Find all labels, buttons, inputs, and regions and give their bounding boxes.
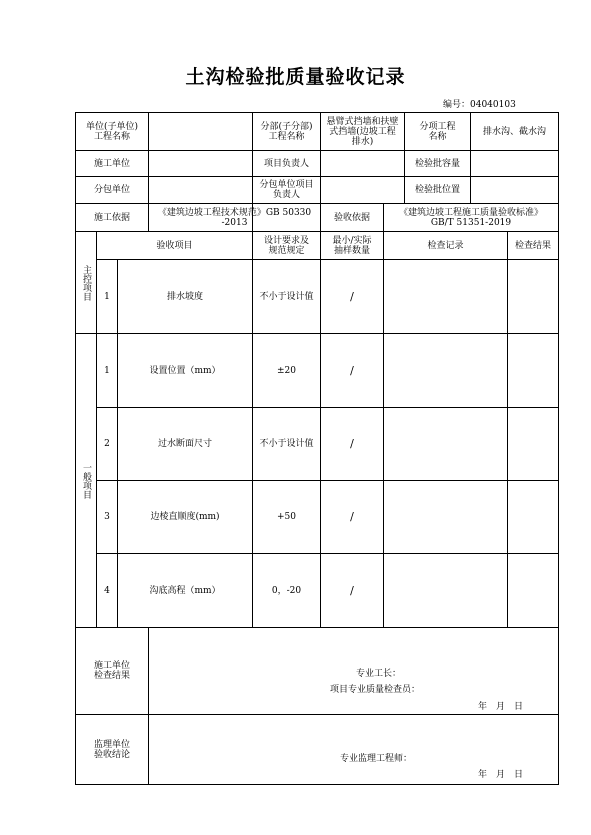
subcontractor-label: 分包单位 [93, 185, 130, 195]
general-item-requirement: 不小于设计值 [259, 439, 314, 449]
project-manager-label: 项目负责人 [263, 158, 309, 169]
acceptance-basis-value: 《建筑边坡工程施工质量验收标准》 GB/T 51351-2019 [398, 207, 543, 228]
unit-value [149, 113, 252, 150]
sub-project-manager-label: 分包单位项目 负责人 [259, 180, 314, 200]
column-header-item: 验收项目 [156, 240, 193, 251]
subdivision-value: 悬臂式挡墙和扶壁 式挡墙(边坡工程 排水) [326, 116, 399, 147]
main-item-sample: / [350, 289, 354, 303]
construction-basis-value: 《建筑边坡工程技术规范》GB 50330 -2013 [157, 207, 312, 228]
general-item-requirement: +50 [277, 512, 296, 522]
general-item-name: 边棱直顺度(mm) [150, 512, 220, 522]
v-line [148, 627, 149, 784]
general-item-number: 1 [104, 365, 110, 376]
column-header-sample: 最小/实际 抽样数量 [332, 235, 372, 256]
column-header-design: 设计要求及 规范规定 [263, 235, 309, 256]
general-item-requirement: ±20 [277, 365, 296, 376]
supervisor-date: 年 月 日 [478, 770, 524, 780]
main-item-name: 排水坡度 [166, 291, 203, 302]
general-item-number: 4 [104, 585, 110, 596]
supervisor-conclusion-label: 监理单位 验收结论 [93, 739, 130, 760]
page-title: 土沟检验批质量验收记录 [185, 66, 406, 88]
record-number: 编号：04040103 [443, 100, 516, 110]
subdivision-label: 分部(子分部) 工程名称 [260, 121, 313, 142]
column-header-result: 检查结果 [514, 240, 551, 251]
contractor-label: 施工单位 [93, 158, 130, 169]
unit-label: 单位(子单位) 工程名称 [85, 121, 139, 142]
contractor-date: 年 月 日 [478, 702, 524, 712]
general-item-name: 沟底高程（mm） [149, 585, 221, 596]
main-item-number: 1 [104, 291, 110, 302]
v-line [558, 112, 559, 785]
contractor-check-label: 施工单位 检查结果 [93, 661, 130, 681]
item-project-label: 分项工程 名称 [419, 121, 456, 142]
main-item-requirement: 不小于设计值 [259, 291, 314, 302]
batch-location-label: 检验批位置 [414, 185, 460, 195]
column-header-record: 检查记录 [427, 240, 464, 251]
v-line [507, 231, 508, 627]
quality-inspector-signature-label: 项目专业质量检查员： [330, 685, 421, 695]
v-line [383, 231, 384, 627]
h-line [75, 784, 559, 785]
general-item-sample: / [350, 583, 354, 597]
acceptance-basis-label: 验收依据 [333, 212, 370, 223]
general-group-label: 一般项目 [81, 462, 91, 499]
general-item-number: 2 [104, 439, 110, 449]
item-project-value: 排水沟、截水沟 [482, 126, 546, 137]
general-item-sample: / [350, 437, 354, 450]
supervising-engineer-signature-label: 专业监理工程师： [340, 754, 413, 764]
general-item-sample: / [350, 510, 354, 523]
general-item-name: 过水断面尺寸 [157, 439, 212, 449]
general-item-name: 设置位置（mm） [149, 365, 221, 376]
construction-basis-label: 施工依据 [93, 212, 130, 223]
general-item-number: 3 [104, 512, 110, 522]
foreman-signature-label: 专业工长： [356, 669, 402, 679]
general-item-sample: / [350, 363, 354, 377]
general-item-requirement: 0，-20 [271, 585, 302, 596]
batch-capacity-label: 检验批容量 [414, 158, 460, 169]
main-control-group-label: 主控项目 [81, 264, 91, 301]
